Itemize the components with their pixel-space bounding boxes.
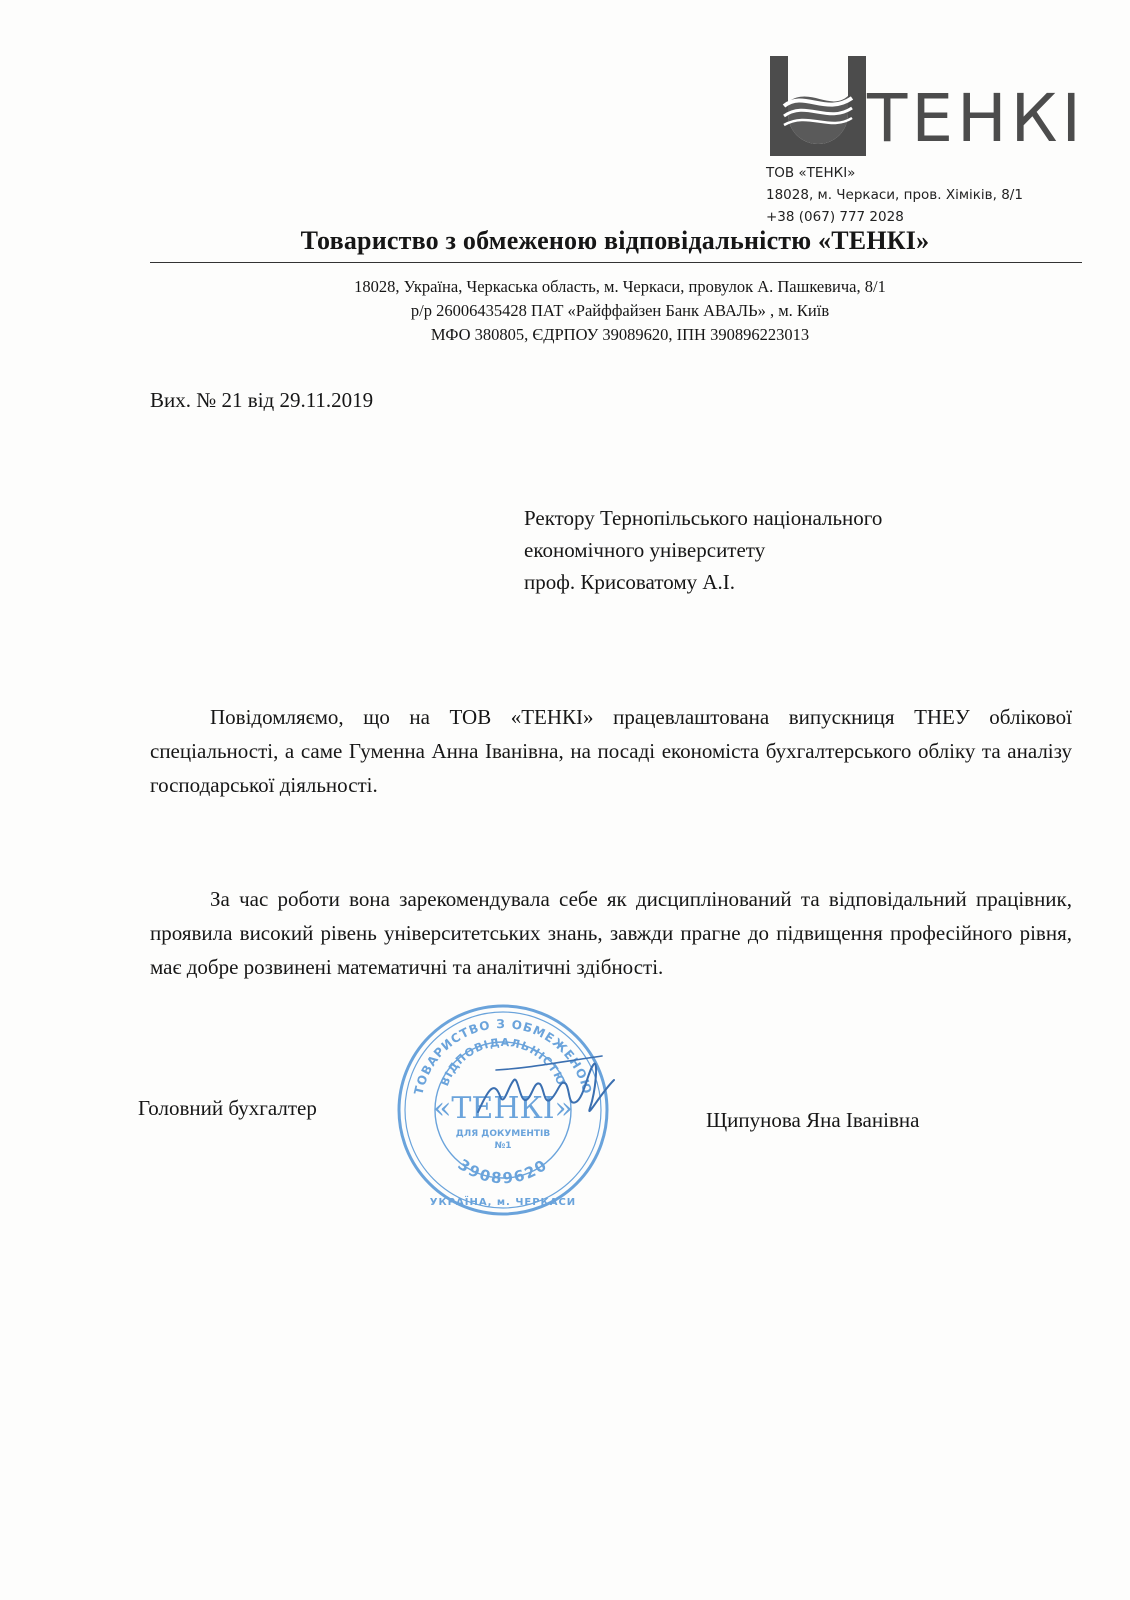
- company-logo: [770, 56, 1100, 160]
- requisites-address: 18028, Україна, Черкаська область, м. Черкаси, провулок А. Пашкевича, 8/1: [354, 277, 886, 296]
- addressee-block: [524, 502, 882, 598]
- header-divider: [150, 262, 1082, 263]
- svg-text:39089620: 39089620: [454, 1155, 552, 1188]
- svg-text:«ТЕНКІ»: «ТЕНКІ»: [433, 1091, 573, 1126]
- contacts-phone: +38 (067) 777 2028: [766, 209, 904, 225]
- logo-emblem-icon: [770, 56, 866, 156]
- addressee-line-1: Ректору Тернопільського національного: [524, 506, 883, 530]
- svg-text:УКРАЇНА, м. ЧЕРКАСИ: УКРАЇНА, м. ЧЕРКАСИ: [429, 1197, 577, 1208]
- signatory-name: Щипунова Яна Іванівна: [706, 1108, 920, 1132]
- company-title: Товариство з обмеженою відповідальністю «ТЕНКІ»: [300, 226, 930, 255]
- addressee-line-2: економічного університету: [524, 538, 766, 562]
- addressee-line-3: проф. Крисоватому А.І.: [524, 570, 736, 594]
- svg-text:ВІДПОВІДАЛЬНІСТЮ: ВІДПОВІДАЛЬНІСТЮ: [438, 1035, 568, 1088]
- outgoing-reference: Вих. № 21 від 29.11.2019: [150, 388, 374, 412]
- body-paragraph-2: За час роботи вона зарекомендувала себе як дисциплінований та відповідальний працівник, проявила високий рівень університетських знань, завжди прагне до підвищення професійного рівня, має добре розвинені математичні та аналітичні здібності.: [150, 887, 1072, 979]
- body-paragraph-1: Повідомляємо, що на ТОВ «ТЕНКІ» працевлаштована випускниця ТНЕУ облікової спеціальності, а саме Гуменна Анна Іванівна, на посаді економіста бухгалтерського обліку та аналізу господарської діяльності.: [150, 705, 1072, 797]
- handwritten-signature: [470, 1050, 630, 1130]
- svg-text:№1: №1: [494, 1141, 512, 1151]
- logo-wordmark: ТЕНКІ: [867, 80, 1085, 157]
- company-requisites: [180, 275, 1060, 347]
- requisites-codes: МФО 380805, ЄДРПОУ 39089620, ІПН 390896223013: [430, 325, 810, 344]
- contacts-address: 18028, м. Черкаси, пров. Хіміків, 8/1: [766, 187, 1023, 203]
- signatory-role: Головний бухгалтер: [138, 1096, 317, 1120]
- svg-text:ТОВАРИСТВО З ОБМЕЖЕНОЮ: ТОВАРИСТВО З ОБМЕЖЕНОЮ: [411, 1016, 595, 1097]
- svg-text:ДЛЯ ДОКУМЕНТІВ: ДЛЯ ДОКУМЕНТІВ: [455, 1129, 551, 1139]
- requisites-bank: р/р 26006435428 ПАТ «Райффайзен Банк АВАЛЬ» , м. Київ: [410, 301, 830, 320]
- contacts-name: ТОВ «ТЕНКІ»: [766, 165, 856, 181]
- company-contacts: [766, 162, 1023, 228]
